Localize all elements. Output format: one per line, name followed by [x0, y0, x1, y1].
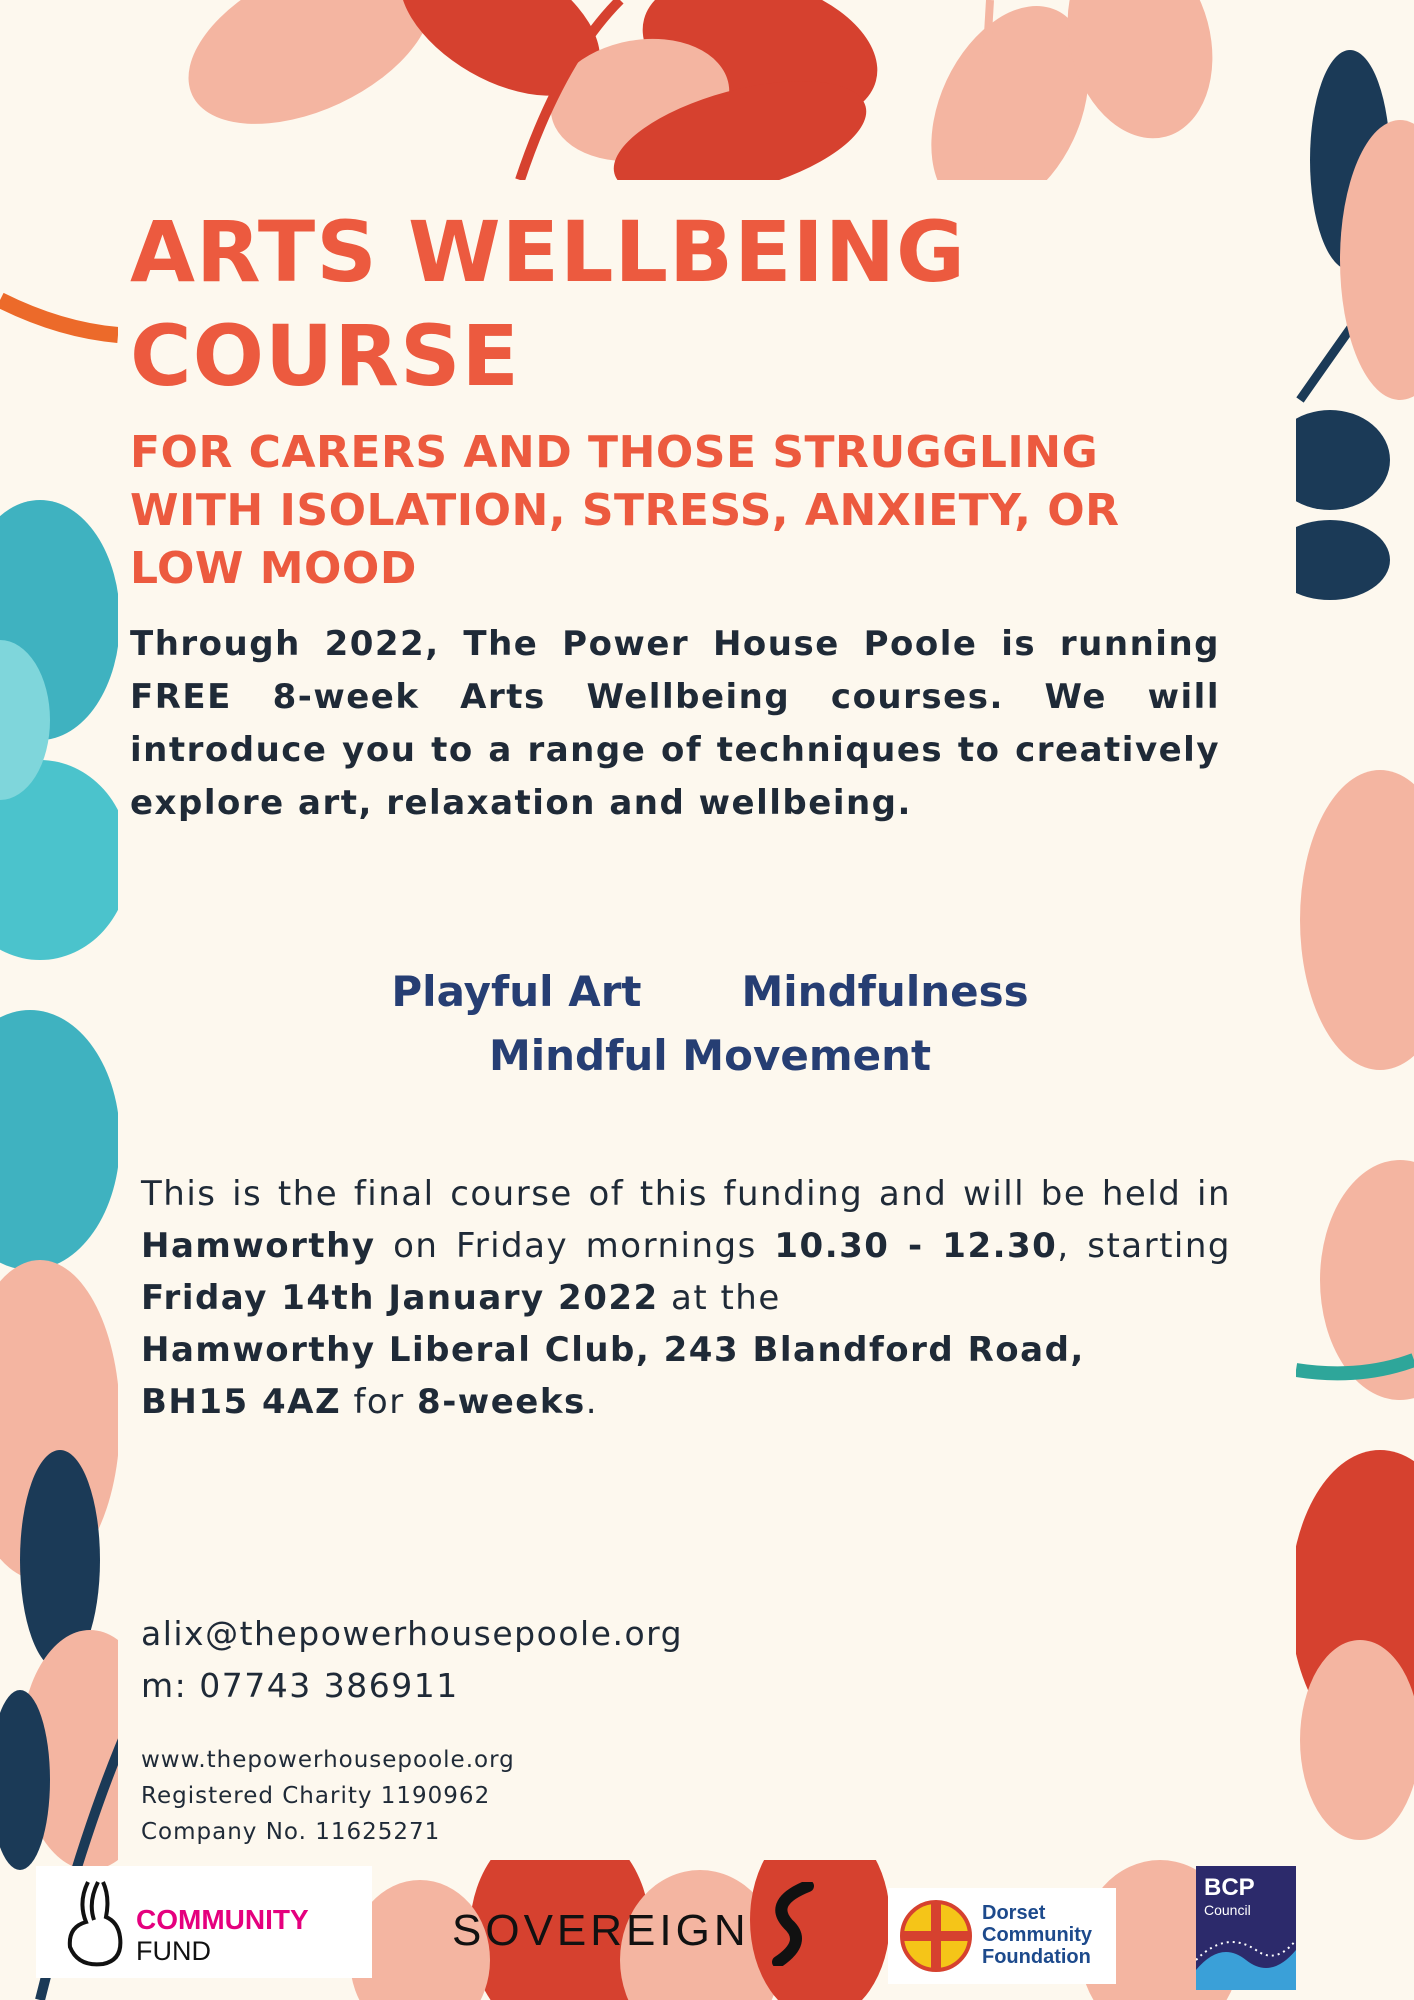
- page-title: [130, 200, 966, 408]
- details-text-4: at the: [658, 1278, 781, 1318]
- details-text-3: , starting: [1057, 1226, 1231, 1266]
- footer-website[interactable]: www.thepowerhousepoole.org: [141, 1747, 515, 1773]
- sovereign-text: SOVEREIGN: [452, 1906, 750, 1955]
- session-time: 10.30 - 12.30: [774, 1226, 1058, 1266]
- activity-mindfulness: Mindfulness: [741, 967, 1029, 1016]
- contact-email[interactable]: alix@thepowerhousepoole.org: [141, 1614, 684, 1653]
- contact-mobile: m: 07743 386911: [141, 1666, 459, 1705]
- dorset-cross-icon: [898, 1898, 974, 1974]
- intro-paragraph: Through 2022, The Power House Poole is running FREE 8-week Arts Wellbeing courses. We will introduce you to a range of techniques to creatively explore art, relaxation and wellbeing.: [130, 624, 1220, 823]
- start-date: Friday 14th January 2022: [141, 1278, 659, 1318]
- details-text-5: for: [341, 1382, 418, 1422]
- postcode: BH15 4AZ: [141, 1382, 342, 1422]
- dorset-text: Dorset Community Foundation: [982, 1902, 1092, 1968]
- details-text-6: .: [585, 1382, 598, 1422]
- footer-charity: Registered Charity 1190962: [141, 1783, 491, 1809]
- contact-block: [141, 1608, 683, 1712]
- activities-row-2: [300, 1024, 1120, 1088]
- bcp-waves-icon: [1196, 1930, 1296, 1990]
- subtitle: [130, 424, 1250, 598]
- activities-list: [300, 960, 1120, 1088]
- sovereign-swirl-icon: [758, 1882, 828, 1966]
- sovereign-logo: [452, 1882, 832, 1966]
- subtitle-line-1: FOR CARERS AND THOSE STRUGGLING: [130, 427, 1099, 478]
- activity-playful-art: Playful Art: [391, 967, 642, 1016]
- activities-row-1: [300, 960, 1120, 1024]
- community-fund-text-2: FUND: [136, 1936, 211, 1966]
- footer-info: [141, 1742, 515, 1850]
- details-text-2: on Friday mornings: [375, 1226, 775, 1266]
- details-last-line: [141, 1376, 1231, 1428]
- crossed-fingers-icon: [48, 1872, 138, 1972]
- details-text-1: This is the final course of this funding and will be held in: [141, 1174, 1231, 1214]
- bcp-council-logo: [1196, 1866, 1296, 1990]
- subtitle-line-2: WITH ISOLATION, STRESS, ANXIETY, OR: [130, 485, 1120, 536]
- footer-company: Company No. 11625271: [141, 1819, 441, 1845]
- subtitle-line-3: LOW MOOD: [130, 543, 417, 594]
- venue-address: Hamworthy Liberal Club, 243 Blandford Road,: [141, 1330, 1085, 1370]
- community-fund-logo: [36, 1866, 372, 1978]
- bcp-council-text: Council: [1204, 1902, 1251, 1918]
- bcp-text: BCP: [1204, 1874, 1255, 1901]
- activity-mindful-movement: Mindful Movement: [488, 1031, 932, 1080]
- venue-area: Hamworthy: [141, 1226, 376, 1266]
- title-line-1: ARTS WELLBEING: [130, 203, 966, 301]
- duration: 8-weeks: [417, 1382, 586, 1422]
- community-fund-text-1: COMMUNITY: [136, 1904, 309, 1935]
- details-address-line: [141, 1324, 1231, 1376]
- dorset-community-foundation-logo: [888, 1888, 1116, 1984]
- title-line-2: COURSE: [130, 307, 520, 405]
- course-details: [141, 1168, 1231, 1428]
